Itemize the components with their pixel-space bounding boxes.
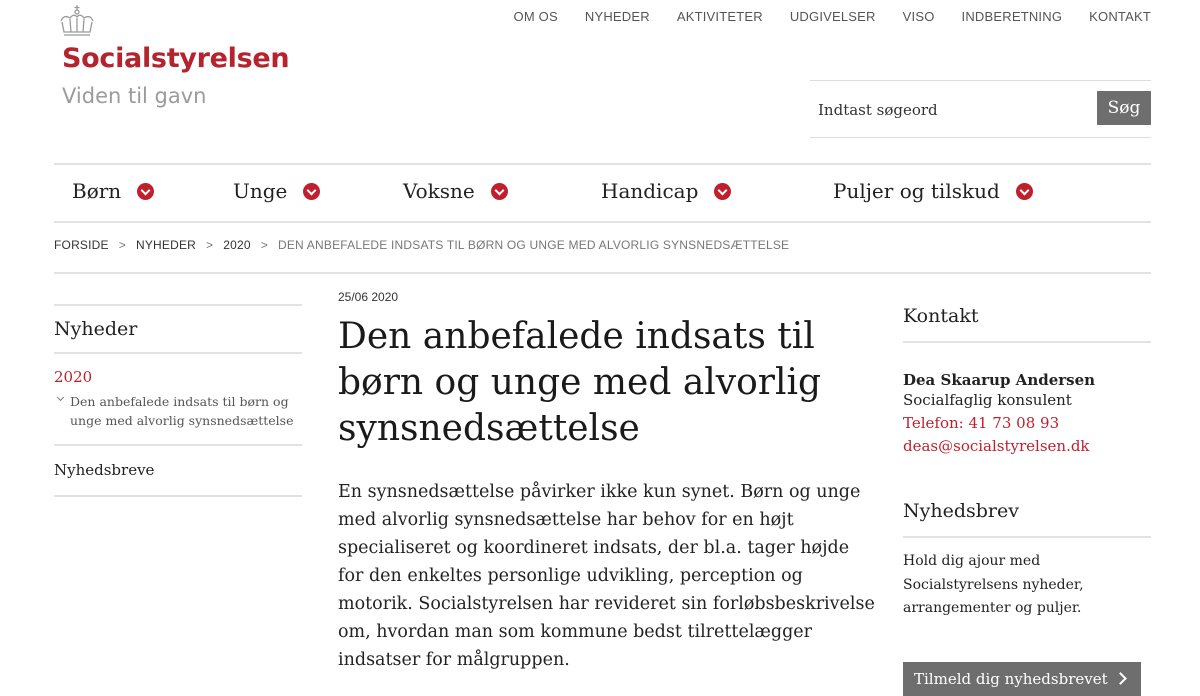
article-lead: En synsnedsættelse påvirker ikke kun synet. Børn og unge med alvorlig synsnedsættelse har behov for en højt specialiseret og koordineret indsats, der bl.a. tager højde for den enkeltes personlige udvikling, perception og motorik. Socialstyrelsen har revideret sin forløbsbeskrivelse om, hvordan man som kommune bedst tilrettelægger indsatser for målgruppen. [338,482,875,670]
contact-box [903,305,1151,458]
chevron-down-icon [1016,183,1033,200]
contact-role: Socialfaglig konsulent [903,391,1072,409]
topnav-viso[interactable]: VISO [902,9,935,24]
breadcrumb-separator: > [118,238,126,252]
search-button[interactable]: Søg [1097,91,1151,125]
sidebar-subitem-article[interactable]: Den anbefalede indsats til børn og unge med alvorlig synsnedsættelse [54,386,302,444]
breadcrumb-2020[interactable]: 2020 [223,238,251,252]
breadcrumb-separator: > [206,238,214,252]
subscribe-label: Tilmeld dig nyhedsbrevet [914,670,1108,688]
contact-name: Dea Skaarup Andersen [903,371,1096,389]
breadcrumb-nyheder[interactable]: NYHEDER [135,238,197,252]
mainnav-label: Handicap [601,179,699,203]
top-navigation [487,9,1151,24]
chevron-down-icon [303,183,320,200]
main-navigation [54,163,1151,223]
brand-name[interactable]: Socialstyrelsen [62,43,290,74]
contact-phone-link[interactable]: Telefon: 41 73 08 93 [903,414,1060,432]
mainnav-label: Voksne [403,179,475,203]
topnav-udgivelser[interactable]: UDGIVELSER [789,9,876,24]
topnav-kontakt[interactable]: KONTAKT [1089,9,1151,24]
newsletter-subscribe-button[interactable] [903,662,1141,696]
breadcrumb-forside[interactable]: FORSIDE [54,238,109,252]
article-title: Den anbefalede indsats til børn og unge med alvorlig synsnedsættelse [338,316,822,449]
search-input[interactable] [816,95,1090,125]
mainnav-handicap[interactable] [601,179,731,203]
sidebar-item-2020[interactable]: 2020 [54,368,93,386]
topnav-indberetning[interactable]: INDBERETNING [961,9,1063,24]
newsletter-text: Hold dig ajour med Socialstyrelsens nyheder, arrangementer og puljer. [903,553,1084,616]
mainnav-label: Unge [233,179,288,203]
topnav-om-os[interactable]: OM OS [513,9,558,24]
search-bar [810,80,1151,138]
breadcrumb [54,238,1151,274]
topnav-nyheder[interactable]: NYHEDER [584,9,650,24]
newsletter-heading: Nyhedsbrev [903,500,1151,538]
chevron-down-icon [491,183,508,200]
mainnav-label: Børn [72,179,122,203]
sidebar-item-nyhedsbreve[interactable]: Nyhedsbreve [54,444,302,497]
brand-tagline: Viden til gavn [62,84,207,108]
chevron-right-icon [1114,672,1127,685]
mainnav-label: Puljer og tilskud [833,179,1000,203]
mainnav-voksne[interactable] [403,179,508,203]
crown-logo-icon [56,4,98,40]
contact-heading: Kontakt [903,305,1151,343]
topnav-aktiviteter[interactable]: AKTIVITETER [676,9,763,24]
mainnav-unge[interactable] [233,179,320,203]
breadcrumb-separator: > [260,238,268,252]
mainnav-puljer-og-tilskud[interactable] [833,179,1033,203]
article-date: 25/06 2020 [338,290,399,304]
contact-email-link[interactable]: deas@socialstyrelsen.dk [903,437,1090,455]
left-sidebar [54,304,302,497]
chevron-down-icon [137,183,154,200]
mainnav-born[interactable] [72,179,154,203]
sidebar-heading-nyheder[interactable]: Nyheder [54,318,138,340]
chevron-down-icon [714,183,731,200]
breadcrumb-current: DEN ANBEFALEDE INDSATS TIL BØRN OG UNGE MED ALVORLIG SYNSNEDSÆTTELSE [277,238,790,252]
newsletter-box [903,500,1151,621]
